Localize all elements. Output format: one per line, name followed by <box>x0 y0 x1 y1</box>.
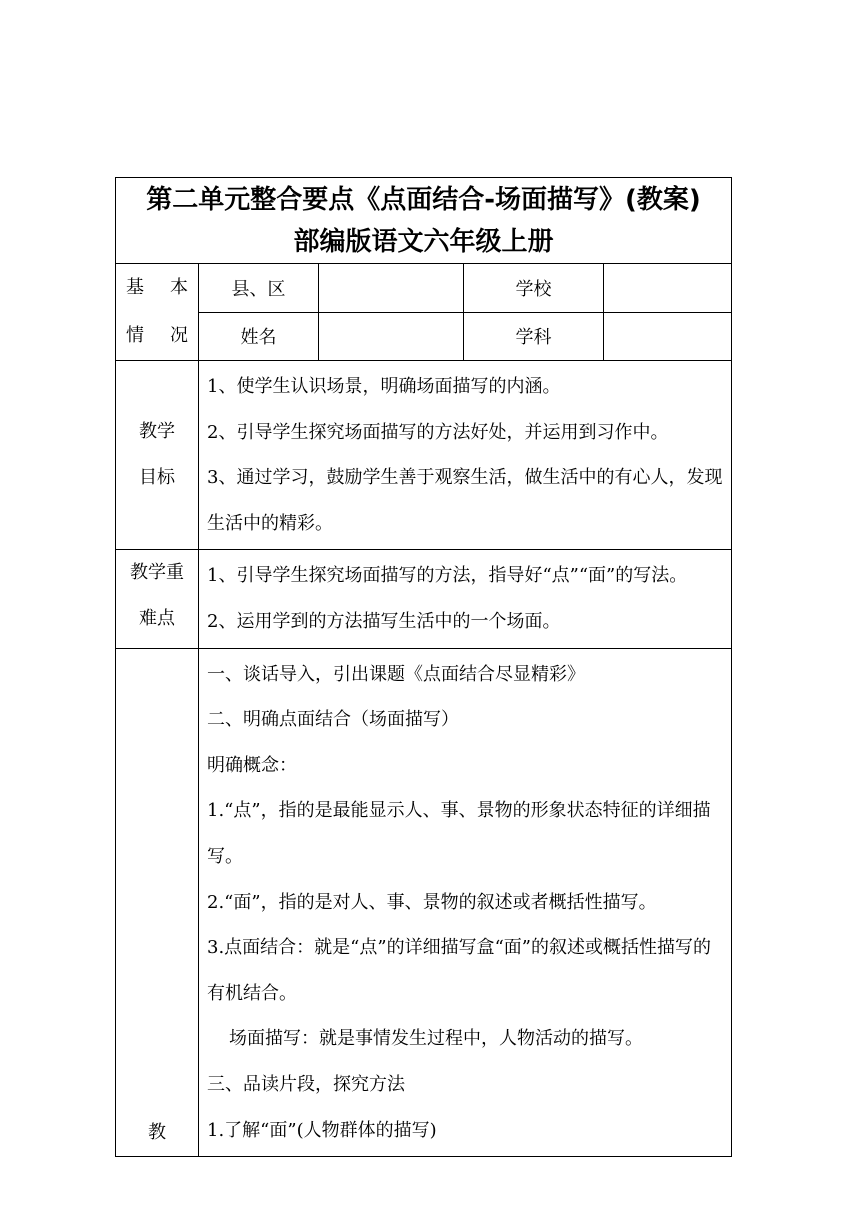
subject-value-field[interactable] <box>604 312 732 361</box>
subject-label: 学科 <box>464 312 604 361</box>
key-points-row <box>116 550 732 648</box>
document-title <box>116 178 732 264</box>
basic-info-char-3: 情 <box>126 325 144 346</box>
name-label: 姓名 <box>199 312 319 361</box>
title-row <box>116 178 732 264</box>
county-label: 县、区 <box>199 264 319 313</box>
title-line-2: 部编版语文六年级上册 <box>293 226 554 257</box>
school-value-field[interactable] <box>604 264 732 313</box>
process-label: 教 <box>116 648 199 1157</box>
process-line: 明确概念： <box>207 754 297 776</box>
basic-info-char-1: 基 <box>126 277 144 298</box>
process-line: 1.了解“面”(人物群体的描写) <box>207 1119 437 1141</box>
objectives-label-line-2: 目标 <box>139 467 175 489</box>
title-line-1: 第二单元整合要点《点面结合-场面描写》(教案) <box>146 184 701 215</box>
basic-info-row-1 <box>116 264 732 313</box>
process-line: 场面描写：就是事情发生过程中，人物活动的描写。 <box>229 1028 643 1050</box>
lesson-plan-table <box>115 177 732 1157</box>
school-label: 学校 <box>464 264 604 313</box>
objectives-label <box>116 361 199 550</box>
basic-info-char-4: 况 <box>170 325 188 346</box>
key-point-item: 2、运用学到的方法描写生活中的一个场面。 <box>207 610 561 632</box>
key-points-label-line-1: 教学重 <box>130 562 184 584</box>
objectives-row <box>116 361 732 550</box>
process-line: 2.“面”，指的是对人、事、景物的叙述或者概括性描写。 <box>207 891 657 913</box>
basic-info-char-2: 本 <box>170 277 188 298</box>
process-line: 一、谈话导入，引出课题《点面结合尽显精彩》 <box>207 663 585 685</box>
name-value-field[interactable] <box>319 312 464 361</box>
process-line: 1.“点”，指的是最能显示人、事、景物的形象状态特征的详细描写。 <box>207 800 711 867</box>
basic-info-row-2 <box>116 312 732 361</box>
process-content <box>199 648 732 1157</box>
basic-info-label <box>116 264 199 361</box>
key-points-label-line-2: 难点 <box>139 608 175 630</box>
county-value-field[interactable] <box>319 264 464 313</box>
key-point-item: 1、引导学生探究场面描写的方法，指导好“点”“面”的写法。 <box>207 565 688 587</box>
process-line: 三、品读片段，探究方法 <box>207 1073 405 1095</box>
process-row <box>116 648 732 1157</box>
key-points-label <box>116 550 199 648</box>
objectives-label-line-1: 教学 <box>139 421 175 443</box>
process-line: 二、明确点面结合（场面描写） <box>207 709 459 731</box>
objectives-content <box>199 361 732 550</box>
key-points-content <box>199 550 732 648</box>
objective-item: 1、使学生认识场景，明确场面描写的内涵。 <box>207 376 561 397</box>
process-line: 3.点面结合：就是“点”的详细描写盒“面”的叙述或概括性描写的有机结合。 <box>207 937 711 1004</box>
objective-item: 2、引导学生探究场面描写的方法好处，并运用到习作中。 <box>207 421 669 443</box>
objective-item: 3、通过学习，鼓励学生善于观察生活，做生活中的有心人，发现生活中的精彩。 <box>207 467 723 534</box>
